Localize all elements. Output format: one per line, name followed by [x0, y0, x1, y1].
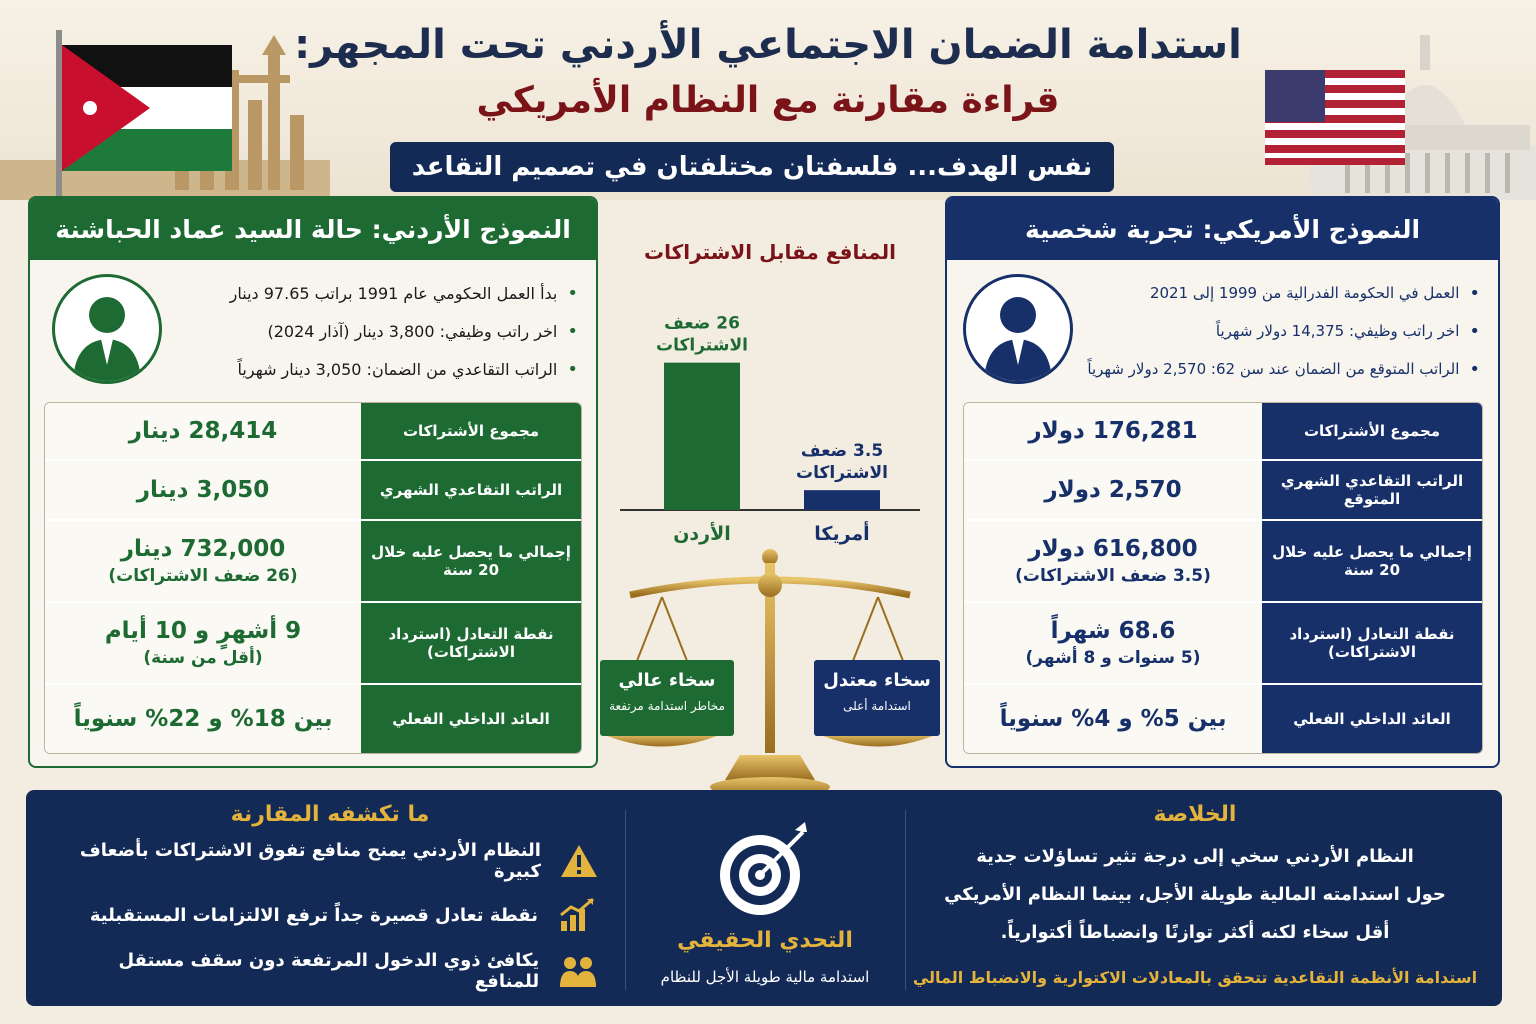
table-row — [45, 403, 581, 461]
conclusion-footer: استدامة الأنظمة التقاعدية تتحقق بالمعادلات الاكتوارية والانضباط المالي — [912, 968, 1478, 987]
row-label: مجموع الأشتراكات — [1262, 403, 1482, 459]
row-value: 28,414 دينار — [128, 418, 278, 444]
row-label: نقطة التعادل (استرداد الاشتراكات) — [1262, 603, 1482, 683]
conclusion-line: أقل سخاء لكنه أكثر توازنًا وانضباطاً أكتوارياً. — [1000, 922, 1390, 943]
jordan-panel-heading: النموذج الأردني: حالة السيد عماد الحباشنة — [30, 198, 596, 260]
usa-stats-table — [963, 402, 1483, 754]
row-value: 68.6 شهراً — [1050, 618, 1176, 644]
list-item — [60, 840, 600, 882]
target-icon — [715, 820, 815, 920]
category-label: الأردن — [673, 523, 731, 545]
list-item: • اخر راتب وظيفي: 14,375 دولار شهرياً — [1080, 312, 1480, 350]
data-label: 3.5 ضعف — [800, 441, 884, 462]
reveal-item-text: نقطة تعادل قصيرة جداً ترفع الالتزامات المستقبلية — [89, 904, 538, 926]
row-value: بين 5% و 4% سنوياً — [999, 706, 1227, 732]
table-row — [45, 603, 581, 685]
divider — [625, 810, 626, 990]
people-icon — [555, 951, 600, 991]
row-value: 732,000 دينار — [120, 536, 286, 562]
tagline-text: نفس الهدف... فلسفتان مختلفتان في تصميم التقاعد — [411, 152, 1093, 182]
bar-jordan — [664, 363, 740, 510]
row-label: نقطة التعادل (استرداد الاشتراكات) — [361, 603, 581, 683]
row-label: إجمالي ما يحصل عليه خلال 20 سنة — [1262, 521, 1482, 601]
data-label: 26 ضعف — [664, 313, 740, 334]
list-item: • بدأ العمل الحكومي عام 1991 براتب 97.65 دينار — [178, 274, 578, 312]
table-row — [45, 461, 581, 521]
list-item — [60, 950, 600, 992]
list-item: • العمل في الحكومة الفدرالية من 1999 إلى 2021 — [1080, 274, 1480, 312]
row-label: إجمالي ما يحصل عليه خلال 20 سنة — [361, 521, 581, 601]
challenge-subtitle: استدامة مالية طويلة الأجل للنظام — [660, 968, 870, 986]
list-item: • الراتب المتوقع من الضمان عند سن 62: 2,570 دولار شهرياً — [1080, 350, 1480, 388]
conclusion-line: حول استدامته المالية طويلة الأجل، بينما النظام الأمريكي — [944, 884, 1446, 905]
table-row — [45, 521, 581, 603]
conclusion-title: الخلاصة — [1153, 802, 1237, 827]
row-value-cell — [964, 603, 1262, 683]
reveal-item-text: النظام الأردني يمنح منافع تفوق الاشتراكات بأضعاف كبيرة — [79, 840, 541, 882]
challenge-title: التحدي الحقيقي — [677, 928, 853, 953]
row-note: (أقل من سنة) — [143, 648, 263, 668]
row-label: مجموع الأشتراكات — [361, 403, 581, 459]
rising-chart-icon — [554, 895, 600, 935]
row-value-cell — [45, 685, 361, 753]
table-row — [964, 403, 1482, 461]
row-label: الراتب التقاعدي الشهري — [361, 461, 581, 519]
table-row — [964, 521, 1482, 603]
category-label: أمريكا — [814, 523, 870, 545]
table-row — [964, 603, 1482, 685]
usa-flag-capitol-illustration — [1250, 25, 1536, 200]
row-label: الراتب التقاعدي الشهري المتوقع — [1262, 461, 1482, 519]
list-item: • اخر راتب وظيفي: 3,800 دينار (آذار 2024) — [178, 312, 578, 350]
row-value-cell — [45, 521, 361, 601]
row-note: (5 سنوات و 8 أشهر) — [1025, 648, 1201, 668]
data-label: الاشتراكات — [796, 463, 888, 484]
bar-usa — [804, 490, 880, 510]
row-value-cell — [45, 403, 361, 459]
person-avatar-icon — [52, 274, 162, 384]
scale-card-jordan — [600, 660, 734, 736]
benefits-vs-contributions-chart — [610, 280, 930, 550]
divider — [905, 810, 906, 990]
row-value: 9 أشهرٍ و 10 أيام — [104, 618, 302, 644]
reveal-item-text: يكافئ ذوي الدخول المرتفعة دون سقف مستقل للمنافع — [118, 950, 540, 992]
usa-bullet-list — [1080, 274, 1480, 388]
usa-panel-heading: النموذج الأمريكي: تجربة شخصية — [947, 198, 1498, 260]
row-label: العائد الداخلي الفعلي — [1262, 685, 1482, 753]
row-value: 616,800 دولار — [1028, 536, 1198, 562]
scale-card-title: سخاء عالي — [618, 670, 716, 691]
row-value: 2,570 دولار — [1044, 477, 1182, 503]
row-note: (26 ضعف الاشتراكات) — [108, 566, 298, 586]
jordan-bullet-list — [178, 274, 578, 388]
data-label: الاشتراكات — [656, 335, 748, 356]
person-avatar-icon — [963, 274, 1073, 384]
reveal-section-title: ما تكشفه المقارنة — [230, 802, 430, 827]
tagline-banner — [390, 142, 1114, 192]
jordan-model-panel — [28, 196, 598, 768]
chart-title: المنافع مقابل الاشتراكات — [644, 240, 896, 264]
page-subtitle: قراءة مقارنة مع النظام الأمريكي — [476, 80, 1060, 121]
usa-model-panel — [945, 196, 1500, 768]
row-value-cell — [964, 461, 1262, 519]
scale-card-subtitle: مخاطر استدامة مرتفعة — [609, 699, 725, 713]
row-value: بين 18% و 22% سنوياً — [73, 706, 333, 732]
row-note: (3.5 ضعف الاشتراكات) — [1015, 566, 1211, 586]
table-row — [964, 461, 1482, 521]
row-value-cell — [964, 521, 1262, 601]
jordan-stats-table — [44, 402, 582, 754]
list-item: • الراتب التقاعدي من الضمان: 3,050 دينار شهرياً — [178, 350, 578, 388]
scale-card-subtitle: استدامة أعلى — [843, 699, 911, 713]
table-row — [45, 685, 581, 753]
row-value-cell — [45, 603, 361, 683]
table-row — [964, 685, 1482, 753]
row-label: العائد الداخلي الفعلي — [361, 685, 581, 753]
scale-card-title: سخاء معتدل — [823, 670, 931, 691]
conclusion-line: النظام الأردني سخي إلى درجة تثير تساؤلات جدية — [976, 846, 1414, 867]
row-value-cell — [45, 461, 361, 519]
warning-icon — [557, 841, 600, 881]
list-item — [60, 895, 600, 935]
row-value: 3,050 دينار — [136, 477, 270, 503]
scale-card-usa — [814, 660, 940, 736]
page-title: استدامة الضمان الاجتماعي الأردني تحت المجهر: — [294, 22, 1242, 68]
row-value-cell — [964, 685, 1262, 753]
row-value: 176,281 دولار — [1028, 418, 1198, 444]
row-value-cell — [964, 403, 1262, 459]
